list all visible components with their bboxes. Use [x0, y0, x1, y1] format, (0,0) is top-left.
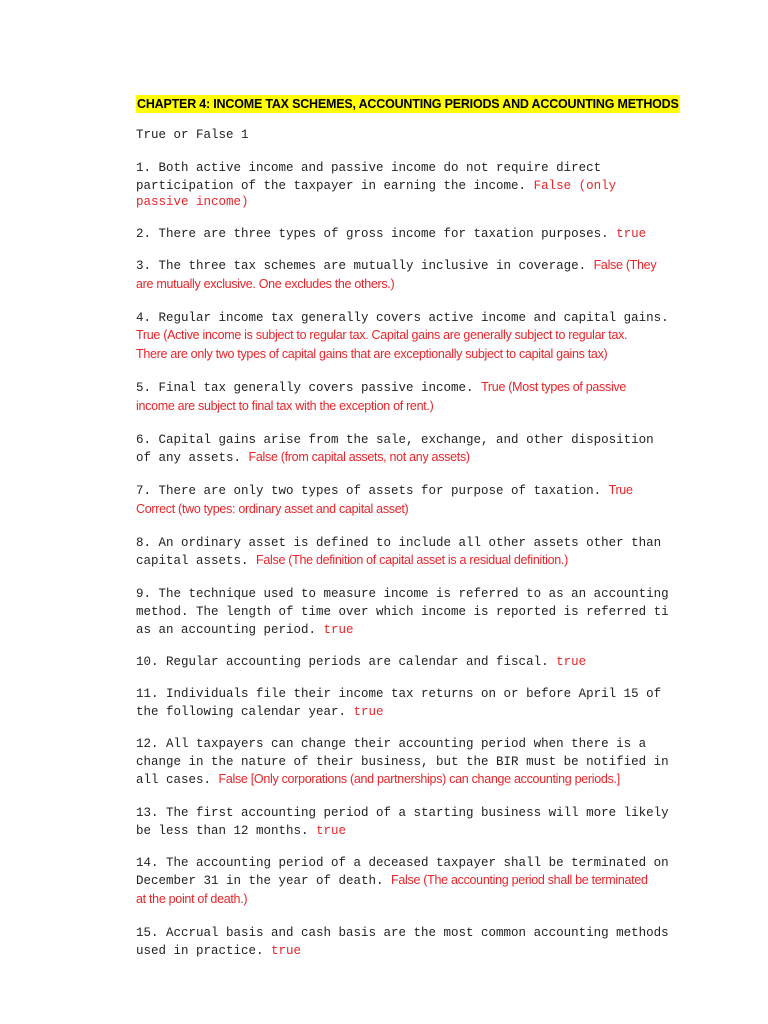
answer-text: true — [616, 227, 647, 241]
question-text: 2. There are three types of gross income for taxation purposes. — [136, 227, 617, 241]
question-text: of any assets. — [136, 451, 249, 465]
answer-text: true — [556, 655, 587, 669]
question-text: the following calendar year. — [136, 705, 354, 719]
question-item — [136, 923, 676, 959]
answer-text: False [Only corporations (and partnerships) can change accounting periods.] — [218, 772, 620, 786]
question-text: 13. The first accounting period of a starting business will more likely — [136, 806, 669, 820]
question-line — [136, 378, 676, 397]
answer-text: true — [316, 824, 347, 838]
question-line — [136, 551, 676, 570]
answer-text: False (The accounting period shall be terminated — [391, 873, 648, 887]
section-subtitle: True or False 1 — [136, 128, 249, 142]
question-line — [136, 871, 676, 890]
question-item — [136, 853, 676, 909]
question-line — [136, 941, 676, 959]
question-item — [136, 158, 676, 210]
answer-text: True — [608, 483, 633, 497]
question-text: all cases. — [136, 773, 219, 787]
question-line — [136, 770, 676, 789]
question-line — [136, 652, 676, 670]
answer-line: are mutually exclusive. One excludes the others.) — [136, 277, 395, 291]
answer-text: False (The definition of capital asset is a residual definition.) — [256, 553, 568, 567]
question-text: change in the nature of their business, but the BIR must be notified in — [136, 755, 669, 769]
question-item — [136, 533, 676, 570]
question-line — [136, 224, 676, 242]
question-text: 6. Capital gains arise from the sale, exchange, and other disposition — [136, 433, 654, 447]
question-line — [136, 481, 676, 500]
question-item — [136, 256, 676, 294]
question-line — [136, 584, 676, 602]
question-item — [136, 734, 676, 789]
question-text: 10. Regular accounting periods are calendar and fiscal. — [136, 655, 557, 669]
question-line — [136, 752, 676, 770]
question-text: 9. The technique used to measure income is referred to as an accounting — [136, 587, 669, 601]
question-line — [136, 176, 676, 194]
question-line — [136, 602, 676, 620]
question-item — [136, 684, 676, 720]
answer-text: true — [353, 705, 384, 719]
question-text: as an accounting period. — [136, 623, 324, 637]
question-text: 11. Individuals file their income tax returns on or before April 15 of — [136, 687, 662, 701]
question-line — [136, 256, 676, 275]
question-line — [136, 734, 676, 752]
question-text: participation of the taxpayer in earning the income. — [136, 179, 534, 193]
question-text: capital assets. — [136, 554, 257, 568]
answer-line: passive income) — [136, 195, 249, 209]
question-item — [136, 481, 676, 519]
chapter-title: CHAPTER 4: INCOME TAX SCHEMES, ACCOUNTING PERIODS AND ACCOUNTING METHODS — [137, 97, 679, 111]
question-list — [136, 158, 676, 959]
question-line — [136, 308, 676, 326]
question-line — [136, 620, 676, 638]
question-item — [136, 803, 676, 839]
answer-line: Correct (two types: ordinary asset and capital asset) — [136, 502, 409, 516]
question-text: 12. All taxpayers can change their accounting period when there is a — [136, 737, 647, 751]
question-text: be less than 12 months. — [136, 824, 317, 838]
question-item — [136, 224, 676, 242]
question-item — [136, 652, 676, 670]
question-line — [136, 803, 676, 821]
answer-text: False (only — [533, 179, 617, 193]
answer-text: true — [323, 623, 354, 637]
question-line — [136, 533, 676, 551]
question-text: 8. An ordinary asset is defined to include all other assets other than — [136, 536, 662, 550]
question-text: 1. Both active income and passive income do not require direct — [136, 161, 602, 175]
question-text: December 31 in the year of death. — [136, 874, 392, 888]
question-item — [136, 430, 676, 467]
answer-line: True (Active income is subject to regular tax. Capital gains are generally subject to regular tax. — [136, 328, 628, 342]
question-item — [136, 584, 676, 638]
question-line — [136, 158, 676, 176]
question-text: 14. The accounting period of a deceased taxpayer shall be terminated on — [136, 856, 669, 870]
question-text: 4. Regular income tax generally covers active income and capital gains. — [136, 311, 669, 325]
question-line — [136, 702, 676, 720]
answer-line: at the point of death.) — [136, 892, 248, 906]
question-text: 3. The three tax schemes are mutually inclusive in coverage. — [136, 259, 594, 273]
question-line — [136, 821, 676, 839]
answer-text: False (They — [593, 258, 657, 272]
question-text: 15. Accrual basis and cash basis are the most common accounting methods — [136, 926, 669, 940]
question-text: method. The length of time over which income is reported is referred ti — [136, 605, 669, 619]
question-item — [136, 378, 676, 416]
question-text: 5. Final tax generally covers passive income. — [136, 381, 482, 395]
question-line — [136, 923, 676, 941]
answer-text: true — [271, 944, 302, 958]
question-text: 7. There are only two types of assets for purpose of taxation. — [136, 484, 609, 498]
answer-line: There are only two types of capital gains that are exceptionally subject to capital gains tax) — [136, 347, 608, 361]
document-page — [136, 95, 679, 959]
answer-text: False (from capital assets, not any assets) — [248, 450, 470, 464]
question-item — [136, 308, 676, 364]
question-line — [136, 430, 676, 448]
question-text: used in practice. — [136, 944, 272, 958]
chapter-title-wrap — [136, 95, 679, 113]
question-line — [136, 448, 676, 467]
answer-line: income are subject to final tax with the exception of rent.) — [136, 399, 434, 413]
question-line — [136, 684, 676, 702]
question-line — [136, 853, 676, 871]
answer-text: True (Most types of passive — [481, 380, 627, 394]
